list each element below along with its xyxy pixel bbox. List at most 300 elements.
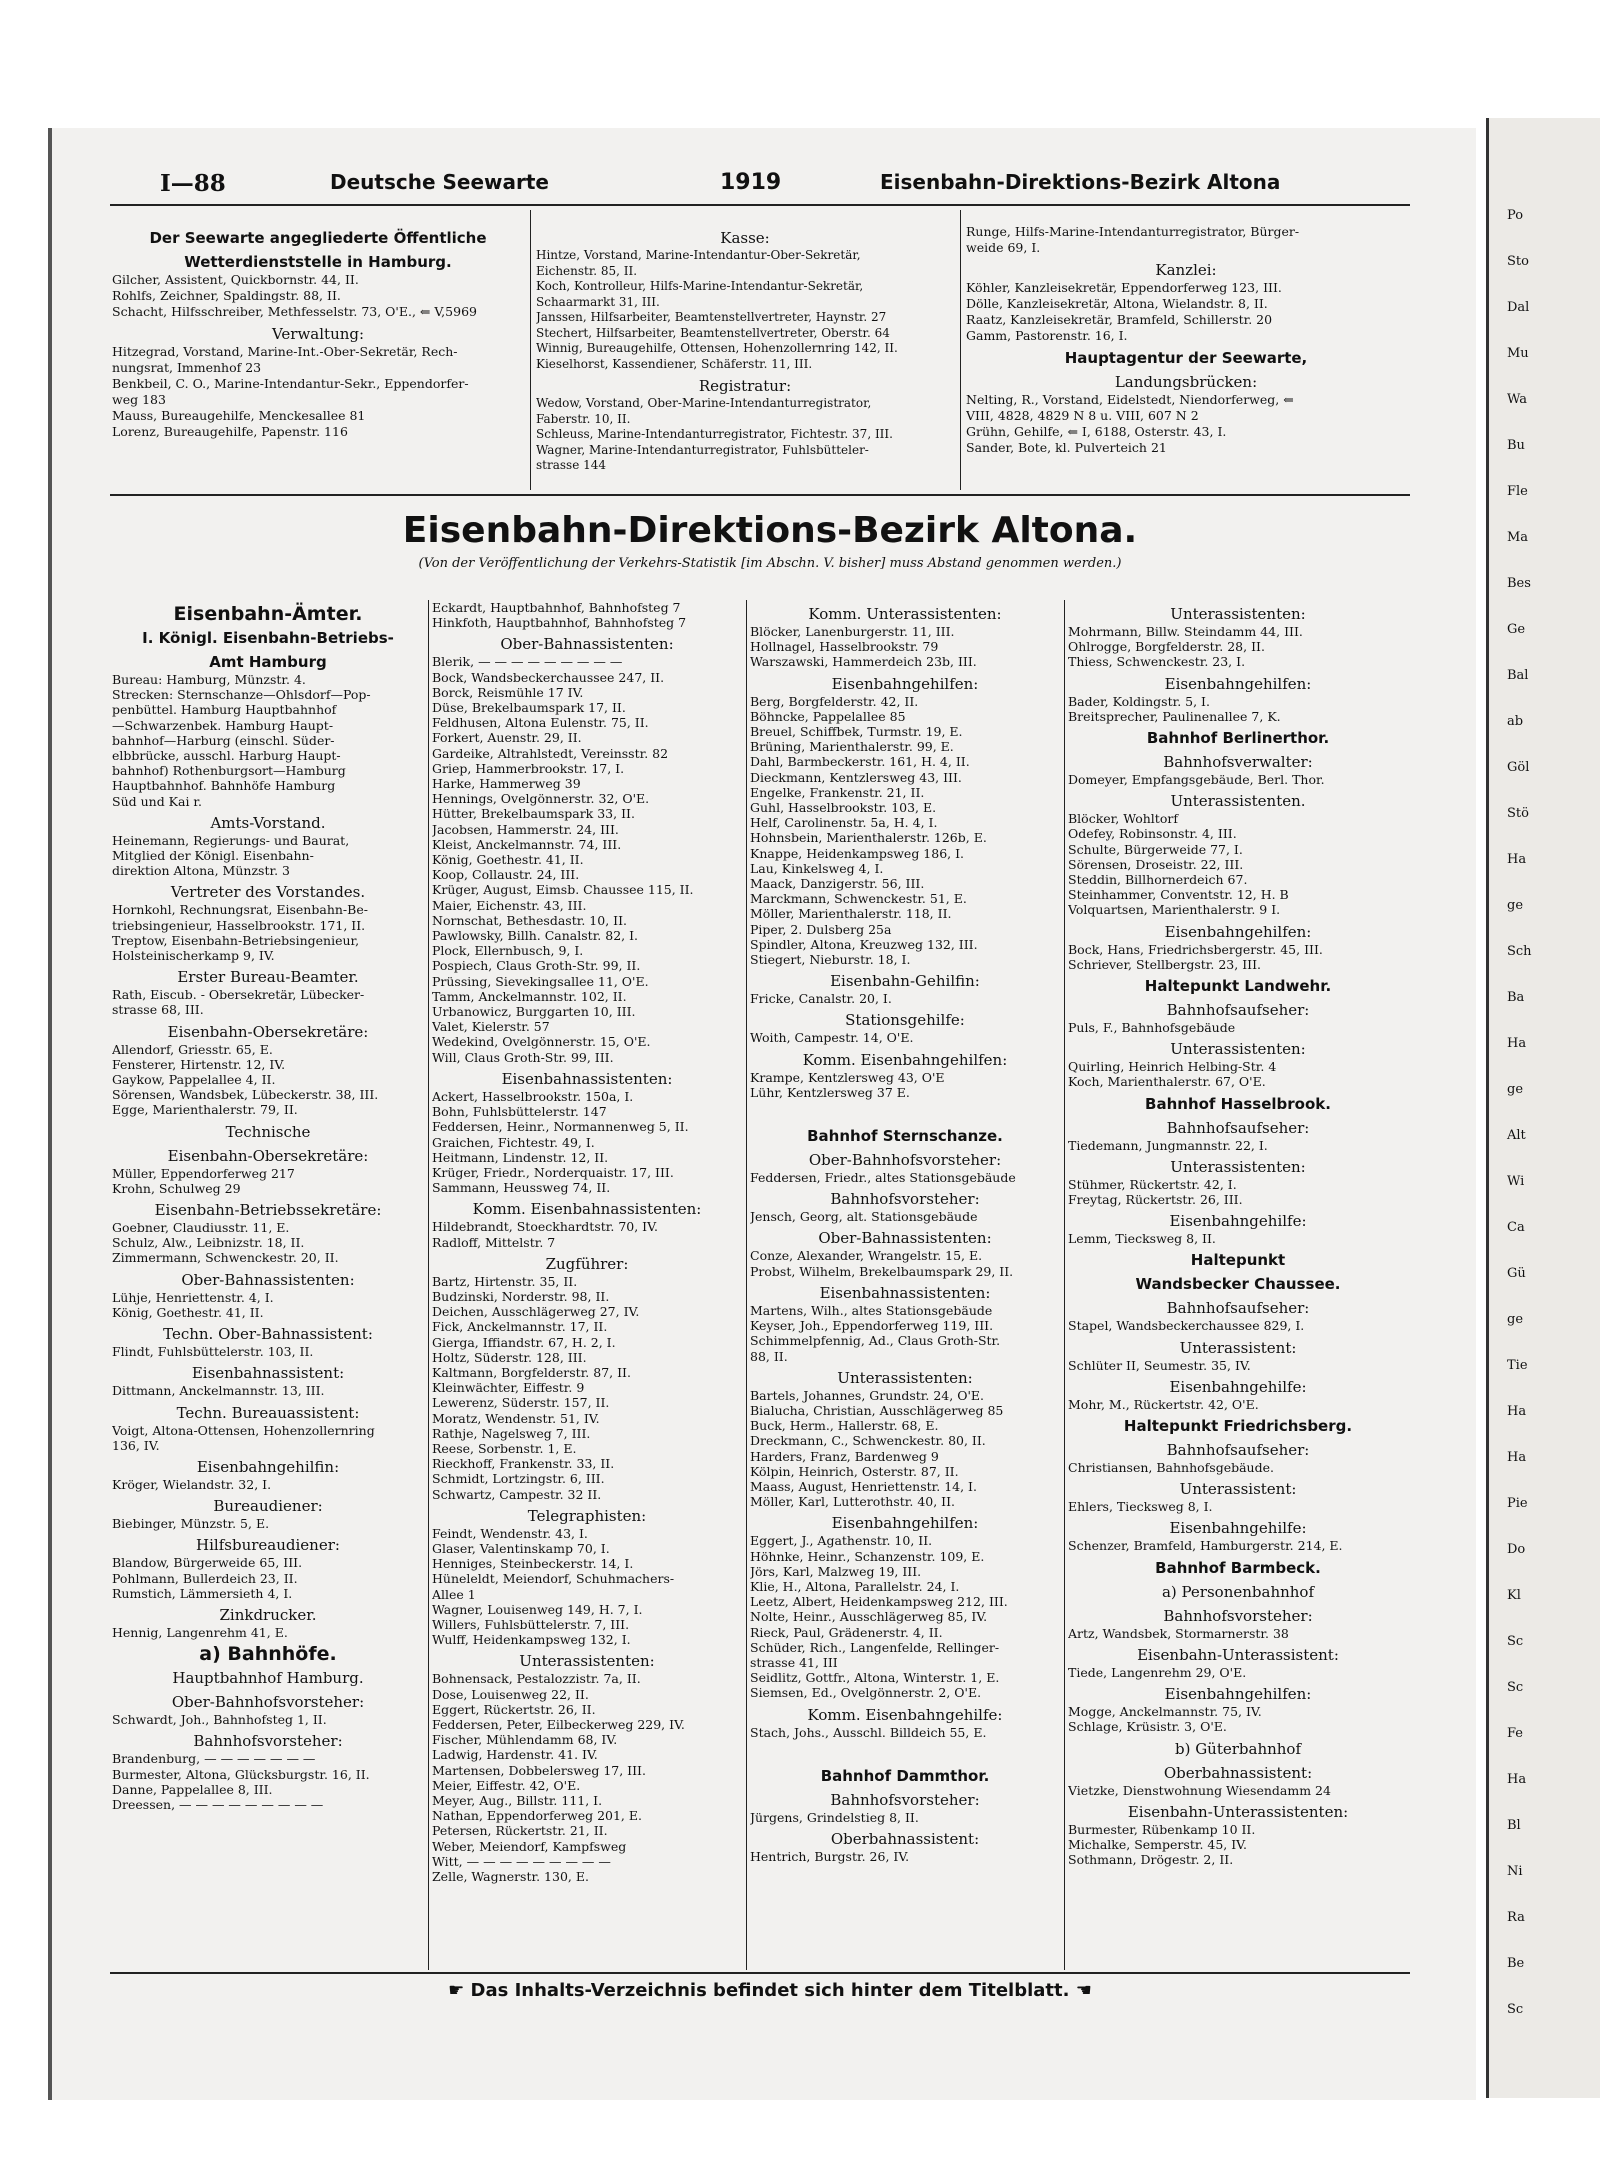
entry-line: Steddin, Billhornerdeich 67. (1068, 872, 1248, 888)
adjacent-page-fragment: Ha (1507, 1036, 1527, 1051)
top-section-rule (110, 494, 1410, 496)
entry-line: —Schwarzenbek. Hamburg Haupt- (112, 717, 334, 733)
entry-line: Quirling, Heinrich Helbing-Str. 4 (1068, 1059, 1277, 1075)
entry-line: Henniges, Steinbeckerstr. 14, I. (432, 1556, 634, 1572)
entry-line: Rumstich, Lämmersieth 4, I. (112, 1585, 293, 1601)
entry-line: Lühr, Kentzlersweg 37 E. (750, 1084, 910, 1100)
adjacent-page-fragment: Pie (1507, 1496, 1528, 1511)
entry-line: Vietzke, Dienstwohnung Wiesendamm 24 (1068, 1782, 1331, 1798)
entry-line: Wulff, Heidenkampsweg 132, I. (432, 1632, 631, 1648)
group-heading: Eisenbahngehilfe: (1169, 1519, 1307, 1538)
entry-line: Schwartz, Campestr. 32 II. (432, 1486, 602, 1502)
entry-line: Feldhusen, Altona Eulenstr. 75, II. (432, 715, 649, 731)
group-heading: Bahnhofsvorsteher: (830, 1190, 980, 1209)
entry-line: Biebinger, Münzstr. 5, E. (112, 1516, 270, 1532)
group-heading: Techn. Ober-Bahnassistent: (163, 1325, 373, 1344)
entry-line: Steinhammer, Conventstr. 12, H. B (1068, 887, 1289, 903)
adjacent-page-fragment: Sc (1507, 2002, 1524, 2017)
entry-line: Hornkohl, Rechnungsrat, Eisenbahn-Be- (112, 902, 368, 918)
group-heading: Oberbahnassistent: (1163, 1763, 1313, 1782)
entry-line: Feddersen, Friedr., altes Stationsgebäude (750, 1170, 1016, 1186)
entry-line: Petersen, Rückertstr. 21, II. (432, 1823, 608, 1839)
entry-line: Fischer, Mühlendamm 68, IV. (432, 1732, 618, 1748)
entry-line: Stühmer, Rückertstr. 42, I. (1068, 1176, 1237, 1192)
group-heading: Bahnhof Dammthor. (820, 1766, 990, 1785)
entry-line: 136, IV. (112, 1437, 160, 1453)
entry-line: Hintze, Vorstand, Marine-Intendantur-Ober-Sekretär, (536, 248, 861, 262)
entry-line: Schleuss, Marine-Intendanturregistrator, Fichtestr. 37, III. (536, 427, 893, 441)
entry-line: Blöcker, Lanenburgerstr. 11, III. (750, 624, 955, 639)
group-heading: Bahnhof Barmbeck. (1155, 1558, 1321, 1577)
adjacent-page-fragment: Mu (1507, 346, 1529, 361)
entry-line: Sammann, Heussweg 74, II. (432, 1180, 611, 1196)
top-column-divider (530, 210, 531, 490)
adjacent-page-fragment: Ra (1507, 1910, 1525, 1925)
entry-line: Krüger, Friedr., Norderquaistr. 17, III. (432, 1164, 674, 1180)
group-heading: Amt Hamburg (209, 653, 327, 671)
entry-line: Griep, Hammerbrookstr. 17, I. (432, 760, 625, 776)
entry-line: König, Goethestr. 41, II. (432, 852, 584, 868)
adjacent-page-fragment: Kl (1507, 1588, 1521, 1603)
adjacent-page-fragment: ge (1507, 898, 1524, 913)
entry-line: Blandow, Bürgerweide 65, III. (112, 1555, 303, 1571)
entry-line: Will, Claus Groth-Str. 99, III. (432, 1049, 614, 1065)
entry-line: Zimmermann, Schwenckestr. 20, II. (112, 1250, 339, 1266)
entry-line: Woith, Campestr. 14, O'E. (750, 1030, 914, 1046)
entry-line: Schwardt, Joh., Bahnhofsteg 1, II. (112, 1712, 327, 1728)
entry-line: Bohn, Fuhlsbüttelerstr. 147 (432, 1104, 607, 1120)
entry-line: Hinkfoth, Hauptbahnhof, Bahnhofsteg 7 (432, 615, 687, 631)
entry-line: Glaser, Valentinskamp 70, I. (432, 1540, 610, 1556)
group-heading: Stationsgehilfe: (845, 1011, 965, 1030)
entry-line: Hohnsbein, Marienthalerstr. 126b, E. (750, 830, 987, 846)
entry-line: Deichen, Ausschlägerweg 27, IV. (432, 1304, 640, 1320)
entry-line: Budzinski, Norderstr. 98, II. (432, 1288, 610, 1304)
entry-line: Fick, Anckelmannstr. 17, II. (432, 1319, 608, 1335)
entry-line: Schüder, Rich., Langenfelde, Rellinger- (750, 1639, 1000, 1655)
group-heading: Eisenbahn-Obersekretäre: (167, 1146, 369, 1165)
group-heading: Eisenbahnassistent: (191, 1364, 345, 1383)
group-heading: Bahnhofsaufseher: (1166, 1299, 1310, 1318)
entry-line: Berg, Borgfelderstr. 42, II. (750, 693, 919, 709)
group-heading: Ober-Bahnhofsvorsteher: (808, 1151, 1002, 1170)
top-column-divider (960, 210, 961, 490)
adjacent-page-fragment: Fle (1507, 484, 1528, 499)
adjacent-page-fragment: ge (1507, 1312, 1524, 1327)
section-subtitle: (Von der Veröffentlichung der Verkehrs-Statistik [im Abschn. V. bisher] muss Abstand genommen werden.) (418, 556, 1122, 571)
entry-line: Fensterer, Hirtenstr. 12, IV. (112, 1056, 286, 1072)
entry-line: Gaykow, Pappelallee 4, II. (112, 1072, 276, 1088)
entry-line: Rohlfs, Zeichner, Spaldingstr. 88, II. (112, 288, 341, 303)
adjacent-page-fragment: Bu (1507, 438, 1525, 453)
entry-line: Eggert, Rückertstr. 26, II. (432, 1701, 596, 1717)
entry-line: Odefey, Robinsonstr. 4, III. (1068, 826, 1237, 842)
entry-line: Allendorf, Griesstr. 65, E. (112, 1041, 273, 1057)
group-heading: Ober-Bahnassistenten: (818, 1229, 992, 1248)
entry-line: Prüssing, Sievekingsallee 11, O'E. (432, 973, 649, 989)
entry-line: Tiedemann, Jungmannstr. 22, I. (1068, 1137, 1268, 1153)
entry-line: Höhnke, Heinr., Schanzenstr. 109, E. (750, 1548, 985, 1564)
entry-line: Christiansen, Bahnhofsgebäude. (1068, 1460, 1274, 1476)
group-heading: Kasse: (720, 229, 770, 247)
entry-line: Wedow, Vorstand, Ober-Marine-Intendanturregistrator, (536, 396, 872, 410)
entry-line: Maack, Danzigerstr. 56, III. (750, 876, 925, 892)
entry-line: Artz, Wandsbek, Stormarnerstr. 38 (1068, 1625, 1289, 1641)
entry-line: Klie, H., Altona, Parallelstr. 24, I. (750, 1578, 960, 1594)
adjacent-page-fragment: Do (1507, 1542, 1526, 1557)
entry-line: Eichenstr. 85, II. (536, 263, 638, 278)
entry-line: Dieckmann, Kentzlersweg 43, III. (750, 769, 962, 785)
entry-line: Lühje, Henriettenstr. 4, I. (112, 1289, 274, 1305)
adjacent-page-fragment: Fe (1507, 1726, 1524, 1741)
entry-line: Süd und Kai r. (112, 793, 203, 809)
adjacent-page-fragment: Ha (1507, 1450, 1527, 1465)
adjacent-page-fragment: Wi (1507, 1174, 1525, 1189)
entry-line: Ladwig, Hardenstr. 41. IV. (432, 1747, 598, 1763)
entry-line: Pohlmann, Bullerdeich 23, II. (112, 1570, 298, 1586)
entry-line: Guhl, Hasselbrookstr. 103, E. (750, 800, 937, 816)
main-column-3 (750, 600, 1060, 1970)
entry-line: Breuel, Schiffbek, Turmstr. 19, E. (750, 724, 963, 740)
entry-line: Martensen, Dobbelersweg 17, III. (432, 1762, 646, 1778)
entry-line: Mohrmann, Billw. Steindamm 44, III. (1068, 624, 1303, 639)
group-heading: Oberbahnassistent: (830, 1829, 980, 1848)
entry-line: Kieselhorst, Kassendiener, Schäferstr. 11, III. (536, 356, 813, 371)
entry-line: Dittmann, Anckelmannstr. 13, III. (112, 1383, 325, 1399)
entry-line: Rieck, Paul, Grädenerstr. 4, II. (750, 1624, 943, 1640)
entry-line: Bader, Koldingstr. 5, I. (1068, 693, 1210, 709)
entry-line: Nathan, Eppendorferweg 201, E. (432, 1808, 642, 1824)
entry-line: Flindt, Fuhlsbüttelerstr. 103, II. (112, 1344, 314, 1360)
entry-line: Eckardt, Hauptbahnhof, Bahnhofsteg 7 (432, 600, 681, 615)
adjacent-page-fragment: Ni (1507, 1864, 1523, 1879)
entry-line: Lewerenz, Süderstr. 157, II. (432, 1395, 610, 1411)
entry-line: Ackert, Hasselbrookstr. 150a, I. (432, 1088, 634, 1104)
entry-line: Bohnensack, Pestalozzistr. 7a, II. (432, 1671, 641, 1687)
entry-line: Eggert, J., Agathenstr. 10, II. (750, 1533, 933, 1549)
entry-line: Mauss, Bureaugehilfe, Menckesallee 81 (112, 408, 366, 423)
entry-line: Rathje, Nagelsweg 7, III. (432, 1425, 591, 1441)
top-column-2 (536, 224, 954, 494)
section-title: Eisenbahn-Direktions-Bezirk Altona. (402, 510, 1138, 551)
entry-line: triebsingenieur, Hasselbrookstr. 171, II. (112, 917, 366, 933)
adjacent-page-fragment: Ba (1507, 990, 1525, 1005)
entry-line: weg 183 (112, 392, 166, 407)
section-heading: Eisenbahn-Ämter. (173, 603, 363, 625)
entry-line: Leetz, Albert, Heidenkampsweg 212, III. (750, 1594, 1008, 1610)
adjacent-page-fragment: Ha (1507, 1772, 1527, 1787)
entry-line: Gierga, Iffiandstr. 67, H. 2, I. (432, 1334, 616, 1350)
entry-line: Gamm, Pastorenstr. 16, I. (966, 328, 1128, 343)
entry-line: Bartels, Johannes, Grundstr. 24, O'E. (750, 1387, 984, 1403)
entry-line: Grühn, Gehilfe, ⇐ I, 6188, Osterstr. 43, I. (966, 424, 1227, 439)
entry-line: Hildebrandt, Stoeckhardtstr. 70, IV. (432, 1219, 658, 1235)
group-heading: Ober-Bahnassistenten: (181, 1270, 355, 1289)
entry-line: Stechert, Hilfsarbeiter, Beamtenstellvertreter, Oberstr. 64 (536, 325, 890, 340)
group-heading: Bahnhof Hasselbrook. (1145, 1094, 1331, 1113)
entry-line: Stach, Johs., Ausschl. Billdeich 55, E. (750, 1724, 987, 1740)
header-right-title: Eisenbahn-Direktions-Bezirk Altona (880, 170, 1281, 194)
entry-line: Willers, Fuhlsbüttelerstr. 7, III. (432, 1616, 630, 1632)
entry-line: Gilcher, Assistent, Quickbornstr. 44, II. (112, 272, 359, 287)
entry-line: Gardeike, Altrahlstedt, Vereinsstr. 82 (432, 745, 669, 761)
column-divider (1064, 600, 1065, 1970)
group-heading: Bahnhof Sternschanze. (807, 1127, 1003, 1146)
entry-line: Buck, Herm., Hallerstr. 68, E. (750, 1418, 939, 1434)
group-heading: Eisenbahn-Betriebssekretäre: (154, 1201, 382, 1220)
entry-line: Egge, Marienthalerstr. 79, II. (112, 1102, 298, 1118)
entry-line: Rath, Eiscub. - Obersekretär, Lübecker- (112, 987, 365, 1003)
group-heading: Bahnhofsaufseher: (1166, 1441, 1310, 1460)
entry-line: Schlüter II, Seumestr. 35, IV. (1068, 1357, 1251, 1373)
group-heading: Eisenbahngehilfe: (1169, 1212, 1307, 1231)
entry-line: weide 69, I. (966, 240, 1041, 255)
entry-line: Möller, Karl, Lutterothstr. 40, II. (750, 1494, 956, 1510)
entry-line: Knappe, Heidenkampsweg 186, I. (750, 845, 965, 861)
entry-line: Meier, Eiffestr. 42, O'E. (432, 1777, 581, 1793)
entry-line: Spindler, Altona, Kreuzweg 132, III. (750, 936, 978, 952)
entry-line: Seidlitz, Gottfr., Altona, Winterstr. 1, E. (750, 1670, 1000, 1686)
entry-line: Nornschat, Bethesdastr. 10, II. (432, 912, 627, 928)
entry-line: Hennings, Ovelgönnerstr. 32, O'E. (432, 791, 650, 807)
entry-line: Probst, Wilhelm, Brekelbaumspark 29, II. (750, 1263, 1014, 1279)
adjacent-page-fragment: Tie (1507, 1358, 1528, 1373)
entry-line: Dölle, Kanzleisekretär, Altona, Wielandstr. 8, II. (966, 296, 1268, 311)
spacer (750, 1100, 1060, 1122)
group-heading: Telegraphisten: (527, 1506, 647, 1525)
entry-line: Lorenz, Bureaugehilfe, Papenstr. 116 (112, 424, 348, 439)
entry-line: Schenzer, Bramfeld, Hamburgerstr. 214, E. (1068, 1538, 1343, 1554)
group-heading: Eisenbahngehilfin: (196, 1457, 340, 1476)
entry-line: Harders, Franz, Bardenweg 9 (750, 1448, 939, 1464)
entry-line: Sörensen, Droseistr. 22, III. (1068, 856, 1244, 872)
entry-line: Schaarmarkt 31, III. (536, 294, 660, 309)
adjacent-page-fragment: Alt (1507, 1128, 1526, 1143)
entry-line: Marckmann, Schwenckestr. 51, E. (750, 891, 967, 907)
group-heading: Bahnhofsverwalter: (1163, 753, 1313, 772)
adjacent-page-fragment: ab (1507, 714, 1524, 729)
entry-line: Engelke, Frankenstr. 21, II. (750, 784, 925, 800)
group-heading: Komm. Eisenbahngehilfe: (807, 1705, 1003, 1724)
entry-line: Maass, August, Henriettenstr. 14, I. (750, 1478, 977, 1494)
entry-line: Runge, Hilfs-Marine-Intendanturregistrator, Bürger- (966, 224, 1300, 239)
entry-line: Kleinwächter, Eiffestr. 9 (432, 1380, 585, 1396)
group-heading: Haltepunkt Landwehr. (1144, 977, 1332, 996)
entry-line: Wagner, Louisenweg 149, H. 7, I. (432, 1601, 643, 1617)
entry-line: Dahl, Barmbeckerstr. 161, H. 4, II. (750, 754, 970, 770)
group-heading: Wandsbecker Chaussee. (1135, 1275, 1341, 1294)
adjacent-page-fragment: Po (1507, 208, 1524, 223)
page-number: I—88 (160, 170, 226, 197)
entry-line: Kaltmann, Borgfelderstr. 87, II. (432, 1364, 631, 1380)
entry-line: Treptow, Eisenbahn-Betriebsingenieur, (112, 932, 360, 948)
entry-line: strasse 68, III. (112, 1002, 204, 1018)
adjacent-page-fragment: Ca (1507, 1220, 1525, 1235)
group-heading: Techn. Bureauassistent: (176, 1403, 360, 1422)
group-heading: b) Güterbahnhof (1174, 1739, 1302, 1758)
top-column-1 (112, 224, 524, 494)
group-heading: Haltepunkt (1190, 1251, 1286, 1270)
group-heading: Bahnhofsaufseher: (1166, 1001, 1310, 1020)
entry-line: Danne, Pappelallee 8, III. (112, 1781, 273, 1797)
group-heading: Eisenbahngehilfen: (1164, 922, 1312, 941)
entry-line: Tamm, Anckelmannstr. 102, II. (432, 988, 627, 1004)
group-heading: Komm. Eisenbahngehilfen: (802, 1050, 1008, 1069)
entry-line: Böhncke, Pappelallee 85 (750, 708, 906, 724)
entry-line: Weber, Meiendorf, Kampfsweg (432, 1838, 627, 1854)
footer-rule (110, 1972, 1410, 1974)
group-heading: Bahnhofsvorsteher: (193, 1732, 343, 1751)
group-heading: Landungsbrücken: (1114, 373, 1258, 391)
entry-line: Brüning, Marienthalerstr. 99, E. (750, 739, 954, 755)
main-column-1 (112, 600, 424, 1970)
group-heading: Hauptbahnhof Hamburg. (172, 1669, 364, 1688)
group-heading: Eisenbahn-Unterassistenten: (1127, 1802, 1349, 1821)
group-heading: Eisenbahn-Unterassistent: (1137, 1645, 1339, 1664)
entry-line: Radloff, Mittelstr. 7 (432, 1234, 556, 1250)
entry-line: Krohn, Schulweg 29 (112, 1180, 241, 1196)
entry-line: VIII, 4828, 4829 N 8 u. VIII, 607 N 2 (966, 408, 1199, 423)
adjacent-page-fragment: Sc (1507, 1680, 1524, 1695)
entry-line: Schimmelpfennig, Ad., Claus Groth-Str. (750, 1333, 1001, 1349)
entry-line: Benkbeil, C. O., Marine-Intendantur-Sekr., Eppendorfer- (112, 376, 469, 391)
entry-line: Borck, Reismühle 17 IV. (432, 684, 584, 700)
group-heading: Unterassistenten: (837, 1368, 973, 1387)
adjacent-page-fragment: Bl (1507, 1818, 1521, 1833)
group-heading: Wetterdienststelle in Hamburg. (184, 253, 452, 271)
entry-line: Janssen, Hilfsarbeiter, Beamtenstellvertreter, Haynstr. 27 (536, 310, 887, 324)
entry-line: Keyser, Joh., Eppendorferweg 119, III. (750, 1318, 994, 1334)
entry-line: Hentrich, Burgstr. 26, IV. (750, 1848, 910, 1864)
group-heading: Unterassistent: (1179, 1480, 1297, 1499)
group-heading: Bahnhofsvorsteher: (1163, 1606, 1313, 1625)
adjacent-page-fragment: Sc (1507, 1634, 1524, 1649)
entry-line: Holsteinischerkamp 9, IV. (112, 948, 275, 964)
entry-line: Blöcker, Wohltorf (1068, 811, 1178, 827)
group-heading: a) Personenbahnhof (1161, 1582, 1315, 1601)
group-heading: Der Seewarte angegliederte Öffentliche (149, 229, 487, 247)
entry-line: Bialucha, Christian, Ausschlägerweg 85 (750, 1402, 1004, 1418)
entry-line: Stiegert, Nieburstr. 18, I. (750, 952, 911, 968)
header-rule (110, 204, 1410, 206)
group-heading: Unterassistent: (1179, 1338, 1297, 1357)
entry-line: Hütter, Brekelbaumspark 33, II. (432, 806, 635, 822)
entry-line: strasse 144 (536, 458, 607, 472)
group-heading: Erster Bureau-Beamter. (177, 968, 359, 987)
entry-line: Conze, Alexander, Wrangelstr. 15, E. (750, 1248, 983, 1264)
entry-line: Holtz, Süderstr. 128, III. (432, 1349, 587, 1365)
group-heading: I. Königl. Eisenbahn-Betriebs- (142, 629, 394, 647)
entry-line: 88, II. (750, 1348, 788, 1364)
entry-line: direktion Altona, Münzstr. 3 (112, 863, 290, 879)
entry-line: Krüger, August, Eimsb. Chaussee 115, II. (432, 882, 694, 898)
entry-line: Allee 1 (432, 1586, 476, 1602)
entry-line: Dreessen, — — — — — — — — — (112, 1796, 324, 1812)
adjacent-page-fragment: ge (1507, 1082, 1524, 1097)
entry-line: Bock, Hans, Friedrichsbergerstr. 45, III. (1068, 941, 1323, 957)
adjacent-page-fragment: Wa (1507, 392, 1527, 407)
entry-line: Stapel, Wandsbeckerchaussee 829, I. (1068, 1318, 1305, 1334)
group-heading: Komm. Unterassistenten: (808, 605, 1002, 623)
entry-line: Winnig, Bureaugehilfe, Ottensen, Hohenzollernring 142, II. (536, 341, 898, 355)
entry-line: Koch, Marienthalerstr. 67, O'E. (1068, 1074, 1266, 1090)
spacer (750, 1740, 1060, 1762)
entry-line: Feddersen, Heinr., Normannenweg 5, II. (432, 1119, 689, 1135)
group-heading: Unterassistenten: (1170, 605, 1306, 623)
entry-line: Feddersen, Peter, Eilbeckerweg 229, IV. (432, 1717, 685, 1732)
header-left-title: Deutsche Seewarte (330, 170, 549, 194)
entry-line: Hennig, Langenrehm 41, E. (112, 1624, 288, 1640)
entry-line: Mohr, M., Rückertstr. 42, O'E. (1068, 1396, 1259, 1412)
entry-line: Schulz, Alw., Leibnizstr. 18, II. (112, 1235, 305, 1251)
group-heading: Vertreter des Vorstandes. (170, 883, 366, 902)
adjacent-page-fragment: Ha (1507, 1404, 1527, 1419)
group-heading: Komm. Eisenbahnassistenten: (472, 1200, 702, 1219)
entry-line: Jacobsen, Hammerstr. 24, III. (432, 821, 619, 837)
entry-line: Moratz, Wendenstr. 51, IV. (432, 1410, 600, 1426)
entry-line: Ehlers, Tiecksweg 8, I. (1068, 1499, 1213, 1515)
entry-line: Raatz, Kanzleisekretär, Bramfeld, Schillerstr. 20 (966, 312, 1273, 327)
entry-line: Siemsen, Ed., Ovelgönnerstr. 2, O'E. (750, 1685, 982, 1701)
entry-line: Urbanowicz, Burggarten 10, III. (432, 1004, 636, 1020)
entry-line: bahnhof) Rothenburgsort—Hamburg (112, 763, 346, 779)
adjacent-page-fragment: Bes (1507, 576, 1531, 591)
entry-line: strasse 41, III (750, 1654, 838, 1670)
entry-line: Hitzegrad, Vorstand, Marine-Int.-Ober-Sekretär, Rech- (112, 344, 458, 359)
entry-line: Witt, — — — — — — — — — (432, 1853, 611, 1869)
entry-line: Schlage, Krüsistr. 3, O'E. (1068, 1719, 1227, 1735)
entry-line: Mogge, Anckelmannstr. 75, IV. (1068, 1704, 1262, 1720)
entry-line: Pospiech, Claus Groth-Str. 99, II. (432, 958, 641, 974)
entry-line: Schulte, Bürgerweide 77, I. (1068, 841, 1243, 857)
column-divider (746, 600, 747, 1970)
entry-line: Bureau: Hamburg, Münzstr. 4. (112, 672, 306, 687)
entry-line: Lemm, Tiecksweg 8, II. (1068, 1231, 1216, 1247)
entry-line: elbbrücke, ausschl. Harburg Haupt- (112, 748, 341, 764)
main-column-4 (1068, 600, 1408, 1970)
group-heading: Amts-Vorstand. (210, 813, 326, 832)
entry-line: Möller, Marienthalerstr. 118, II. (750, 906, 952, 922)
adjacent-page-fragment: Ge (1507, 622, 1526, 637)
entry-line: Puls, F., Bahnhofsgebäude (1068, 1020, 1236, 1036)
group-heading: Zinkdrucker. (219, 1605, 317, 1624)
group-heading: Bureaudiener: (213, 1497, 323, 1516)
entry-line: Pawlowsky, Billh. Canalstr. 82, I. (432, 928, 639, 944)
entry-line: Sothmann, Drögestr. 2, II. (1068, 1852, 1234, 1868)
group-heading: Unterassistenten: (1170, 1157, 1306, 1176)
group-heading: Eisenbahnassistenten: (501, 1069, 673, 1088)
adjacent-page-fragment: Göl (1507, 760, 1530, 775)
group-heading: Technische (225, 1122, 311, 1141)
group-heading: Ober-Bahnassistenten: (500, 635, 674, 654)
entry-line: Breitsprecher, Paulinenallee 7, K. (1068, 708, 1281, 724)
entry-line: Lau, Kinkelsweg 4, I. (750, 860, 884, 876)
group-heading: Ober-Bahnhofsvorsteher: (171, 1693, 365, 1712)
group-heading: Unterassistenten: (1170, 1040, 1306, 1059)
entry-line: Koch, Kontrolleur, Hilfs-Marine-Intendantur-Sekretär, (536, 279, 864, 293)
entry-line: Tiede, Langenrehm 29, O'E. (1068, 1664, 1247, 1680)
entry-line: Müller, Eppendorferweg 217 (112, 1165, 295, 1181)
entry-line: Reese, Sorbenstr. 1, E. (432, 1440, 577, 1456)
group-heading: Registratur: (698, 377, 792, 395)
adjacent-page-fragment: Be (1507, 1956, 1525, 1971)
entry-line: Bartz, Hirtenstr. 35, II. (432, 1273, 578, 1289)
group-heading: Eisenbahngehilfen: (831, 1514, 979, 1533)
entry-line: Forkert, Auenstr. 29, II. (432, 730, 582, 746)
entry-line: Hollnagel, Hasselbrookstr. 79 (750, 639, 939, 655)
entry-line: Bock, Wandsbeckerchaussee 247, II. (432, 669, 665, 685)
adjacent-page-fragment: Sch (1507, 944, 1532, 959)
